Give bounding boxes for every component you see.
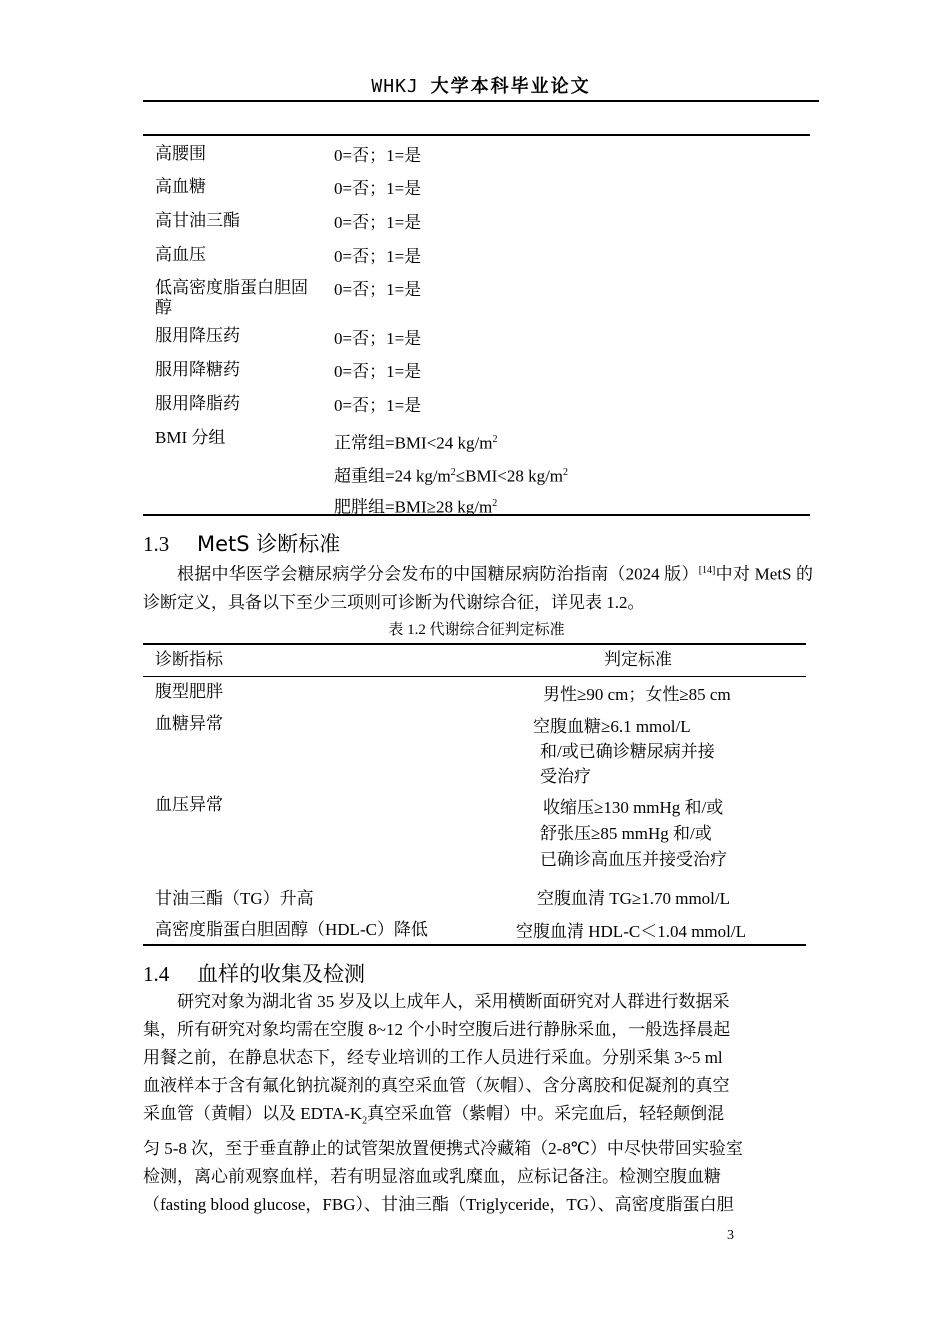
table-cell: 高甘油三酯 [155, 211, 240, 230]
table-caption: 表 1.2 代谢综合征判定标准 [388, 622, 565, 638]
table-cell: 受治疗 [540, 767, 591, 786]
table-cell: 甘油三酯（TG）升高 [155, 889, 314, 908]
table-cell: 血糖异常 [155, 714, 223, 733]
table-cell: 空腹血清 HDL-C＜1.04 mmol/L [516, 922, 746, 941]
table-cell: 高血糖 [155, 177, 206, 196]
bmi-obese: 肥胖组=BMI≥28 kg/m [334, 497, 493, 517]
table-cell: 高密度脂蛋白胆固醇（HDL-C）降低 [155, 920, 428, 939]
paragraph [143, 557, 813, 617]
section-number: 1.4 [143, 962, 170, 986]
bmi-overweight-b: ≤BMI<28 kg/m [455, 466, 564, 486]
table-cell: 已确诊高血压并接受治疗 [540, 850, 727, 869]
text-line [143, 1100, 813, 1135]
text-line: 集，所有研究对象均需在空腹 8~12 个小时空腹后进行静脉采血，一般选择晨起 [143, 1020, 731, 1039]
text-line: 匀 5-8 次，至于垂直静止的试管架放置便携式冷藏箱（2-8℃）中尽快带回实验室 [143, 1139, 743, 1159]
table-cell: 和/或已确诊糖尿病并接 [540, 742, 715, 761]
text-line: 用餐之前，在静息状态下，经专业培训的工作人员进行采血。分别采集 3~5 ml [143, 1048, 723, 1067]
table-cell: 0=否；1=是 [334, 280, 422, 299]
bmi-overweight-a: 超重组=24 kg/m [334, 466, 451, 486]
section-number: 1.3 [143, 532, 170, 556]
text-line: （fasting blood glucose，FBG）、甘油三酯（Triglyceride，TG）、高密度脂蛋白胆 [143, 1195, 734, 1215]
superscript: 2 [450, 467, 456, 478]
table-cell: 0=否；1=是 [334, 179, 422, 198]
table-top-rule [143, 134, 810, 136]
section-title: 血样的收集及检测 [197, 962, 365, 986]
superscript: 2 [563, 467, 569, 478]
paragraph [143, 988, 813, 1219]
subscript: 2 [362, 1115, 368, 1127]
table-cell: 0=否；1=是 [334, 329, 422, 348]
table-cell: 舒张压≥85 mmHg 和/或 [540, 824, 712, 843]
table-cell: 低高密度脂蛋白胆固醇 [155, 278, 308, 317]
text-line: 检测，离心前观察血样，若有明显溶血或乳糜血，应标记备注。检测空腹血糖 [143, 1167, 721, 1187]
table-cell: 空腹血清 TG≥1.70 mmol/L [537, 889, 731, 908]
section-title: MetS 诊断标准 [197, 532, 341, 556]
text-line: 血液样本于含有氟化钠抗凝剂的真空采血管（灰帽）、含分离胶和促凝剂的真空 [143, 1076, 730, 1095]
paragraph-text: 中对 MetS 的诊断定义，具备以下至少三项则可诊断为代谢综合征，详见表 1.2。 [143, 564, 813, 612]
page-number: 3 [727, 1228, 734, 1243]
table-bottom-rule [143, 944, 806, 946]
table-header: 判定标准 [604, 650, 672, 669]
table-cell: 0=否；1=是 [334, 362, 422, 381]
table-header-rule [143, 676, 806, 677]
table-cell: 服用降脂药 [155, 394, 240, 413]
table-cell: 高血压 [155, 245, 206, 264]
table-cell: 服用降压药 [155, 326, 240, 345]
table-cell [334, 430, 498, 454]
table-cell: 高腰围 [155, 144, 206, 163]
table-cell [334, 463, 568, 487]
table-header: 诊断指标 [155, 650, 223, 669]
table-cell: 0=否；1=是 [334, 213, 422, 232]
table-cell: BMI 分组 [155, 428, 226, 447]
header-title: 大学本科毕业论文 [430, 76, 591, 97]
paragraph-text: 根据中华医学会糖尿病学分会发布的中国糖尿病防治指南（2024 版） [177, 564, 699, 584]
section-heading [143, 961, 365, 987]
superscript: 2 [492, 498, 498, 509]
text-line: 研究对象为湖北省 35 岁及以上成年人，采用横断面研究对人群进行数据采 [177, 992, 730, 1011]
table-cell: 腹型肥胖 [155, 682, 223, 701]
table-cell: 0=否；1=是 [334, 146, 422, 165]
table-top-rule [143, 643, 806, 645]
citation: [14] [698, 565, 716, 576]
table-bottom-rule [143, 514, 810, 516]
table-cell: 服用降糖药 [155, 360, 240, 379]
text-segment: 真空采血管（紫帽）中。采完血后，轻轻颠倒混 [367, 1104, 725, 1123]
table-cell: 0=否；1=是 [334, 396, 422, 415]
bmi-normal: 正常组=BMI<24 kg/m [334, 433, 493, 453]
table-cell: 0=否；1=是 [334, 247, 422, 266]
superscript: 2 [492, 434, 498, 445]
text-segment: 采血管（黄帽）以及 EDTA-K [143, 1104, 363, 1123]
section-heading [143, 531, 340, 557]
table-cell: 男性≥90 cm；女性≥85 cm [543, 685, 731, 704]
table-cell: 空腹血糖≥6.1 mmol/L [533, 717, 691, 736]
table-cell: 血压异常 [155, 795, 223, 814]
header-prefix: WHKJ [371, 76, 419, 97]
table-cell: 收缩压≥130 mmHg 和/或 [543, 798, 724, 817]
running-header [143, 74, 819, 102]
